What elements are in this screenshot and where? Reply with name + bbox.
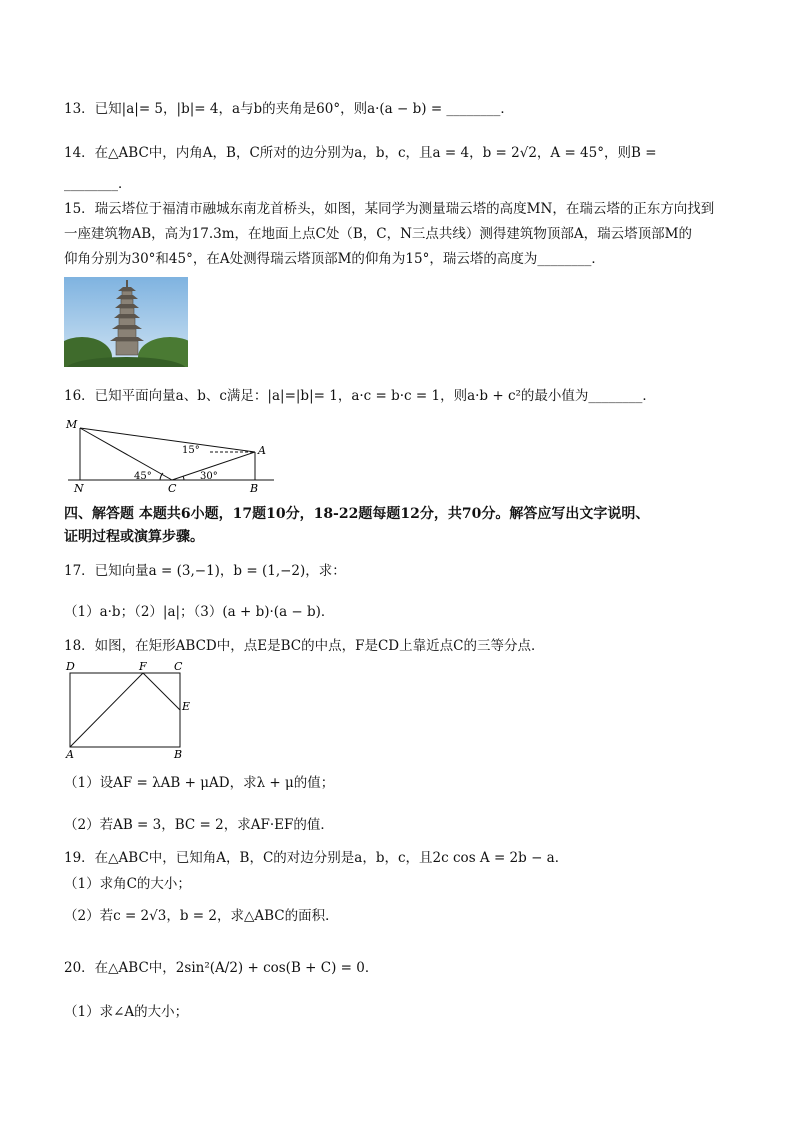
segment-MA: [80, 428, 255, 452]
label-angle-30: 30°: [200, 471, 218, 482]
section-4-heading-line-2: 证明过程或演算步骤。: [64, 529, 204, 545]
question-13: 13．已知|a|= 5，|b|= 4，a与b的夹角是60°，则a·(a − b) = ________．: [64, 101, 514, 117]
label-A: A: [66, 748, 74, 761]
label-C: C: [174, 660, 183, 673]
segment-FE: [143, 673, 180, 710]
label-A: A: [258, 444, 266, 457]
question-16: 16．已知平面向量a、b、c满足：|a|=|b|= 1，a·c = b·c = 1，则a·b + c²的最小值为________．: [64, 388, 656, 404]
question-19: 19．在△ABC中，已知角A，B，C的对边分别是a，b，c，且2c cos A = 2b − a．: [64, 850, 569, 866]
question-15-figure: [62, 418, 282, 496]
question-15-line-1: 15．瑞云塔位于福清市融城东南龙首桥头，如图，某同学为测量瑞云塔的高度MN，在瑞云塔的正东方向找到: [64, 201, 715, 217]
question-14-line-2: ________．: [64, 176, 132, 192]
question-18-part-1: （1）设AF = λAB + μAD，求λ + μ的值；: [64, 775, 335, 791]
label-N: N: [74, 482, 84, 495]
label-B: B: [174, 748, 183, 761]
question-17: 17．已知向量a = (3,−1)，b = (1,−2)，求：: [64, 563, 346, 579]
question-18-part-2: （2）若AB = 3，BC = 2，求AF·EF的值．: [64, 817, 334, 833]
label-C: C: [168, 482, 177, 495]
label-F: F: [139, 660, 147, 673]
label-M: M: [66, 418, 78, 431]
rectangle-ABCD: [70, 673, 180, 747]
segment-AF: [70, 673, 143, 747]
label-angle-45: 45°: [134, 471, 152, 482]
question-20: 20．在△ABC中，2sin²(A/2) + cos(B + C) = 0．: [64, 960, 379, 976]
question-17-parts: （1）a·b；（2）|a|；（3）(a + b)·(a − b)．: [64, 604, 335, 620]
question-20-part-1: （1）求∠A的大小；: [64, 1004, 189, 1020]
question-15-line-3: 仰角分别为30°和45°，在A处测得瑞云塔顶部M的仰角为15°，瑞云塔的高度为________．: [64, 251, 605, 267]
pagoda-image: [64, 277, 188, 367]
pagoda-photo: [64, 277, 188, 367]
label-E: E: [182, 700, 191, 713]
segment-MC: [80, 428, 172, 480]
question-14-line-1: 14．在△ABC中，内角A，B，C所对的边分别为a，b，c，且a = 4，b = 2√2，A = 45°，则B =: [64, 145, 657, 161]
question-18: 18．如图，在矩形ABCD中，点E是BC的中点，F是CD上靠近点C的三等分点．: [64, 638, 545, 654]
label-D: D: [66, 660, 75, 673]
question-15-line-2: 一座建筑物AB，高为17.3m，在地面上点C处（B，C，N三点共线）测得建筑物顶部A，瑞云塔顶部M的: [64, 226, 692, 242]
label-angle-15: 15°: [182, 445, 200, 456]
label-B: B: [250, 482, 259, 495]
angle-arc-30: [183, 476, 184, 480]
section-4-heading-line-1: 四、解答题 本题共6小题，17题10分，18-22题每题12分，共70分。解答应写出文字说明、: [64, 506, 650, 522]
question-19-part-1: （1）求角C的大小；: [64, 876, 191, 892]
question-19-part-2: （2）若c = 2√3，b = 2，求△ABC的面积．: [64, 908, 339, 924]
question-18-figure: [62, 658, 194, 762]
